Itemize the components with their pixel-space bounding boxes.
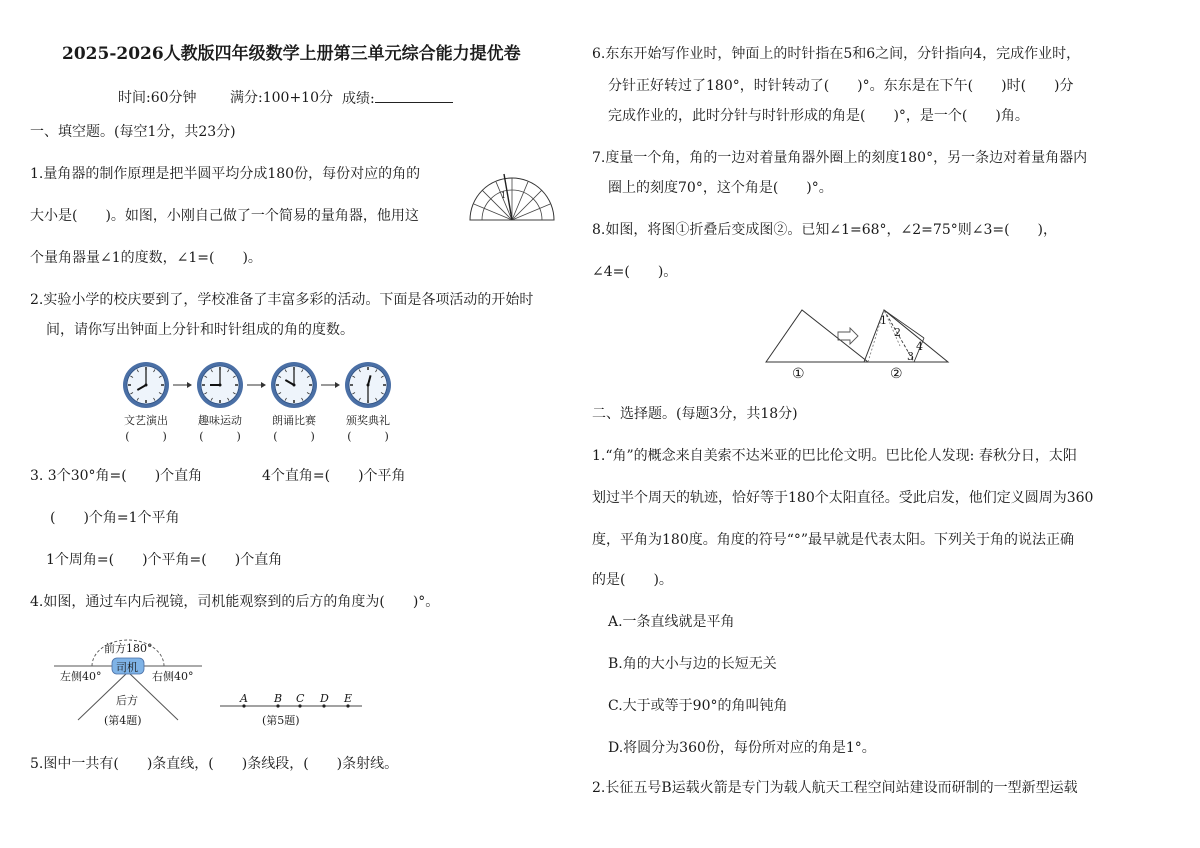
q8-line2: ∠4=( )。 <box>592 264 678 280</box>
q3-line1b: 4个直角=( )个平角 <box>262 468 406 484</box>
protractor-angle-label: 1 <box>501 191 507 200</box>
point-d: D <box>320 692 329 705</box>
q1-line2: 大小是( )。如图，小刚自己做了一个简易的量角器，他用这 <box>30 208 419 224</box>
fold-angle-3: 3 <box>907 350 914 363</box>
result-blank[interactable] <box>375 88 453 103</box>
clock-blank-2[interactable]: ( ) <box>199 430 241 443</box>
clock-label-3: 朗诵比赛 <box>272 414 316 427</box>
clock-label-2: 趣味运动 <box>198 414 242 427</box>
clock-blank-3[interactable]: ( ) <box>273 430 315 443</box>
q2-line2: 间，请你写出钟面上分针和时针组成的角的度数。 <box>46 322 354 338</box>
fig4-right-label: 右侧40° <box>152 670 194 683</box>
mc1-line2: 划过半个周天的轨迹，恰好等于180个太阳直径。受此启发，他们定义圆周为360 <box>592 490 1094 506</box>
clock-blank-1[interactable]: ( ) <box>125 430 167 443</box>
clock-face-4 <box>345 362 391 408</box>
fig4-left-label: 左侧40° <box>60 670 102 683</box>
fig4-driver-label: 司机 <box>116 661 138 674</box>
q1-line3: 个量角器量∠1的度数，∠1=( )。 <box>30 250 262 266</box>
q5-line1: 5.图中一共有( )条直线，( )条线段，( )条射线。 <box>30 756 399 772</box>
mc1-option-d[interactable]: D.将圆分为360份，每份所对应的角是1°。 <box>608 740 876 756</box>
clock-face-3 <box>271 362 317 408</box>
q6-line1: 6.东东开始写作业时，钟面上的时针指在5和6之间，分针指向4，完成作业时， <box>592 46 1081 62</box>
mc1-option-c[interactable]: C.大于或等于90°的角叫钝角 <box>608 698 788 714</box>
fig4-caption: (第4题) <box>104 714 142 727</box>
clock-arrow-2 <box>247 382 266 388</box>
q3-line3: 1个周角=( )个平角=( )个直角 <box>46 552 283 568</box>
q8-line1: 8.如图，将图①折叠后变成图②。已知∠1=68°，∠2=75°则∠3=( )， <box>592 222 1058 238</box>
clock-face-1 <box>123 362 169 408</box>
q6-line3: 完成作业的，此时分针与时针形成的角是( )°，是一个( )角。 <box>608 108 1029 124</box>
exam-time: 时间:60分钟 <box>118 90 197 106</box>
mc1-line3: 度，平角为180度。角度的符号“°”最早就是代表太阳。下列关于角的说法正确 <box>592 532 1075 548</box>
q7-line1: 7.度量一个角，角的一边对着量角器外圈上的刻度180°，另一条边对着量角器内 <box>592 150 1088 166</box>
q3-line1a: 3. 3个30°角=( )个直角 <box>30 468 203 484</box>
q6-line2: 分针正好转过了180°，时针转动了( )°。东东是在下午( )时( )分 <box>608 78 1074 94</box>
clock-row <box>120 360 396 410</box>
fig4-front-label: 前方180° <box>104 642 153 655</box>
fold-caption-2: ② <box>890 366 903 382</box>
exam-result: 成绩: <box>342 88 453 109</box>
fold-angle-1: 1 <box>880 314 887 327</box>
mc1-option-a[interactable]: A.一条直线就是平角 <box>608 614 735 630</box>
point-b: B <box>274 692 283 705</box>
mc1-line1: 1.“角”的概念来自美索不达米亚的巴比伦文明。巴比伦人发现: 春秋分日，太阳 <box>592 448 1077 464</box>
mc1-line4: 的是( )。 <box>592 572 673 588</box>
fold-angle-4: 4 <box>916 340 923 353</box>
mc1-option-b[interactable]: B.角的大小与边的长短无关 <box>608 656 777 672</box>
point-c: C <box>296 692 305 705</box>
clock-arrow-3 <box>321 382 340 388</box>
clock-blank-4[interactable]: ( ) <box>347 430 389 443</box>
q2-line1: 2.实验小学的校庆要到了，学校准备了丰富多彩的活动。下面是各项活动的开始时 <box>30 292 534 308</box>
fold-caption-1: ① <box>792 366 805 382</box>
clock-face-2 <box>197 362 243 408</box>
exam-full-score: 满分:100+10分 <box>230 90 333 106</box>
fold-angle-2: 2 <box>894 326 901 339</box>
point-e: E <box>344 692 353 705</box>
mc2-line1: 2.长征五号B运载火箭是专门为载人航天工程空间站建设而研制的一型新型运载 <box>592 780 1078 796</box>
q1-line1: 1.量角器的制作原理是把半圆平均分成180份，每份对应的角的 <box>30 166 421 182</box>
fold-triangle-figure <box>764 306 954 366</box>
section2-heading: 二、选择题。(每题3分，共18分) <box>592 406 798 422</box>
q7-line2: 圈上的刻度70°，这个角是( )°。 <box>608 180 833 196</box>
section1-heading: 一、填空题。(每空1分，共23分) <box>30 124 236 140</box>
q4-line1: 4.如图，通过车内后视镜，司机能观察到的后方的角度为( )°。 <box>30 594 440 610</box>
page-title: 2025-2026人教版四年级数学上册第三单元综合能力提优卷 <box>62 44 521 64</box>
fig5-caption: (第5题) <box>262 714 300 727</box>
protractor-figure <box>468 176 558 224</box>
clock-label-4: 颁奖典礼 <box>346 414 390 427</box>
point-a: A <box>240 692 248 705</box>
clock-label-1: 文艺演出 <box>124 414 168 427</box>
q3-line2: ( )个角=1个平角 <box>50 510 180 526</box>
clock-arrow-1 <box>173 382 192 388</box>
fig4-back-label: 后方 <box>116 694 138 707</box>
